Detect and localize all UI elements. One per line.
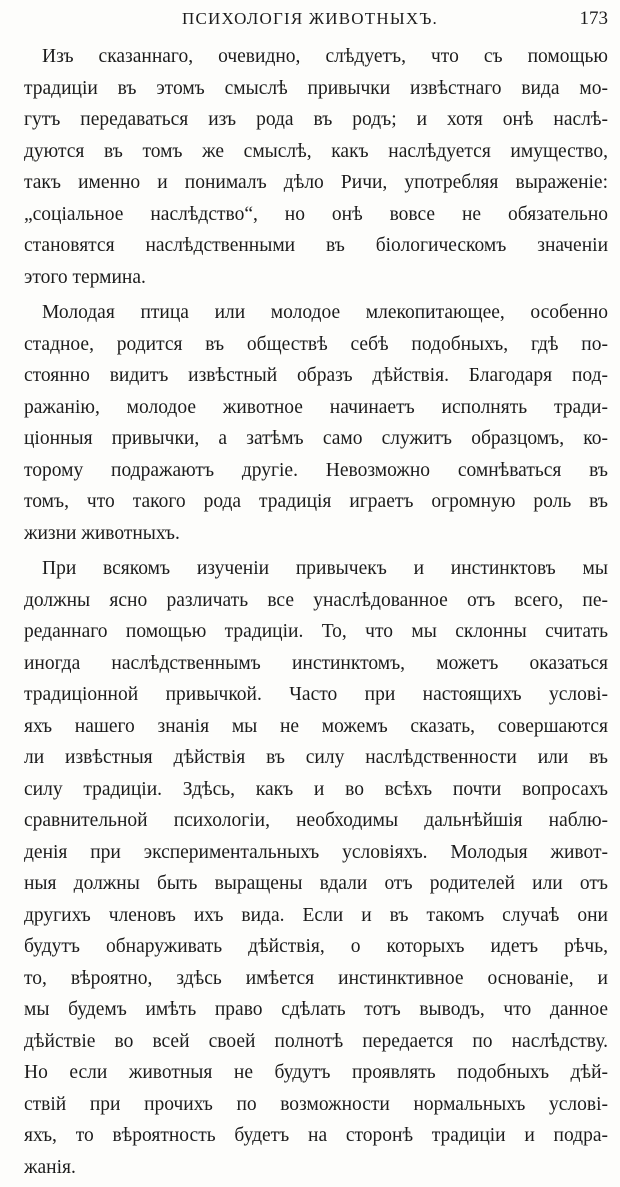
text-line: томъ, что такого рода традиція играетъ огромную роль въ (24, 491, 608, 512)
text-line: должны ясно различать все унаслѣдованное отъ всего, пе- (24, 589, 608, 611)
text-line: традиціонной привычкой. Часто при настоящихъ услові- (24, 684, 608, 705)
paragraph (24, 553, 608, 1183)
text-line: ціонныя привычки, а затѣмъ само служитъ образцомъ, ко- (24, 428, 608, 449)
body-text (24, 41, 608, 1187)
text-line: ли извѣстныя дѣйствія въ силу наслѣдственности или въ (24, 747, 608, 768)
text-line: традиціи въ этомъ смыслѣ привычки извѣстнаго вида мо- (24, 77, 608, 99)
text-line: жанія. (24, 1156, 76, 1178)
text-line: ныя должны быть выращены вдали отъ родителей или отъ (24, 873, 608, 894)
text-line: то, вѣроятно, здѣсь имѣется инстинктивное основаніе, и (24, 967, 608, 989)
text-line: другихъ членовъ ихъ вида. Если и въ такомъ случаѣ они (24, 904, 608, 926)
text-line: денія при экспериментальныхъ условіяхъ. Молодыя живот- (24, 841, 608, 863)
text-line: реданнаго помощью традиціи. То, что мы склонны считать (24, 621, 608, 642)
text-line: силу традиціи. Здѣсь, какъ и во всѣхъ почти вопросахъ (24, 778, 608, 800)
text-line: При всякомъ изученіи привычекъ и инстинктовъ мы (42, 558, 608, 579)
paragraph (24, 297, 608, 549)
text-line: иногда наслѣдственнымъ инстинктомъ, можетъ оказаться (24, 652, 608, 674)
text-line: яхъ нашего знанія мы не можемъ сказать, совершаются (24, 715, 608, 737)
paragraph (24, 41, 608, 293)
text-line: гутъ передаваться изъ рода въ родъ; и хотя онѣ наслѣ- (24, 109, 608, 130)
text-line: такъ именно и понималъ дѣло Ричи, употребляя выраженіе: (24, 172, 608, 193)
text-line: Но если животныя не будутъ проявлять подобныхъ дѣй- (24, 1062, 608, 1083)
text-line: дуются въ томъ же смыслѣ, какъ наслѣдуется имущество, (24, 140, 608, 162)
text-line: мы будемъ имѣть право сдѣлать тотъ выводъ, что данное (24, 999, 608, 1020)
text-line: сравнительной психологіи, необходимы дальнѣйшія наблю- (24, 810, 608, 831)
text-line: ражанію, молодое животное начинаетъ исполнять тради- (24, 396, 608, 418)
text-line: жизни животныхъ. (24, 522, 180, 544)
text-line: торому подражаютъ другіе. Невозможно сомнѣваться въ (24, 459, 608, 481)
text-line: стадное, родится въ обществѣ себѣ подобныхъ, гдѣ по- (24, 333, 608, 355)
text-line: стоянно видитъ извѣстный образъ дѣйствія. Благодаря под- (24, 365, 608, 386)
text-line: будутъ обнаруживать дѣйствія, о которыхъ идетъ рѣчь, (24, 936, 608, 957)
text-line: яхъ, то вѣроятность будетъ на сторонѣ традиціи и подра- (24, 1125, 608, 1146)
text-line: Молодая птица или молодое млекопитающее, особенно (42, 302, 608, 323)
text-line: этого термина. (24, 266, 146, 288)
text-line: дѣйствіе во всей своей полнотѣ передается по наслѣдству. (24, 1030, 608, 1052)
page-number: 173 (579, 8, 608, 29)
text-line: Изъ сказаннаго, очевидно, слѣдуетъ, что съ помощью (42, 46, 608, 67)
running-head (0, 6, 620, 32)
text-line: становятся наслѣдственными въ біологическомъ значеніи (24, 235, 608, 256)
running-title: ПСИХОЛОГІЯ ЖИВОТНЫХЪ. (182, 9, 438, 28)
text-line: „соціальное наслѣдство“, но онѣ вовсе не обязательно (24, 203, 608, 225)
text-line: ствій при прочихъ по возможности нормальныхъ услові- (24, 1093, 608, 1115)
